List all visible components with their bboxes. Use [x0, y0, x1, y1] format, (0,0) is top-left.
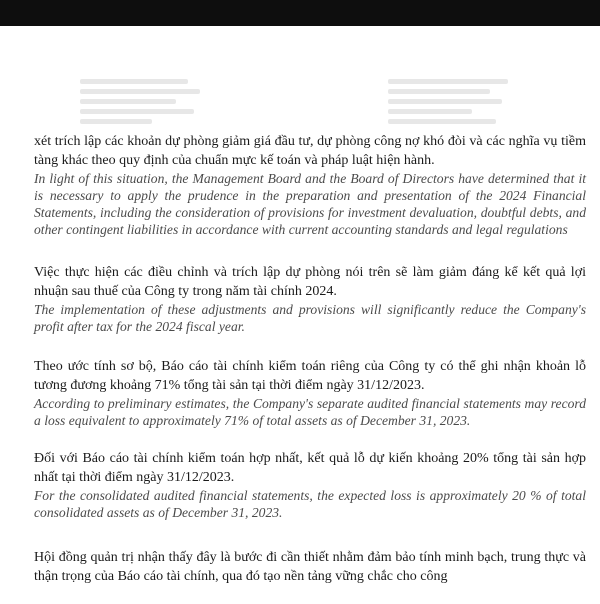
paragraph-vietnamese: Đối với Báo cáo tài chính kiểm toán hợp nhất, kết quả lỗ dự kiến khoảng 20% tổng tài sản hợp nhất tại thời điểm ngày 31/12/2023. [34, 451, 586, 485]
paragraph-consolidated-loss [34, 450, 586, 521]
paragraph-board-statement [34, 549, 586, 586]
paragraph-vietnamese: Theo ước tính sơ bộ, Báo cáo tài chính kiểm toán riêng của Công ty có thể ghi nhận khoản lỗ tương đương khoảng 71% tổng tài sản tại thời điểm ngày 31/12/2023. [34, 359, 586, 393]
top-black-bar [0, 0, 600, 26]
paragraph-profit-impact [34, 264, 586, 335]
paragraph-provisions [34, 133, 586, 238]
paragraph-english: According to preliminary estimates, the Company's separate audited financial statements may record a loss equivalent to approximately 71% of total assets as of December 31, 2023. [34, 396, 586, 428]
paragraph-english: For the consolidated audited financial statements, the expected loss is approximately 20 % of total consolidated assets as of December 31, 2023. [34, 488, 586, 520]
paragraph-vietnamese: Hội đồng quản trị nhận thấy đây là bước đi cần thiết nhằm đảm bảo tính minh bạch, trung thực và thận trọng của Báo cáo tài chính, qua đó tạo nền tảng vững chắc cho công [34, 550, 586, 584]
paragraph-vietnamese: Việc thực hiện các điều chỉnh và trích lập dự phòng nói trên sẽ làm giảm đáng kể kết quả lợi nhuận sau thuế của Công ty trong năm tài chính 2024. [34, 265, 586, 299]
bleed-through-text-right [388, 74, 508, 136]
paragraph-vietnamese: xét trích lập các khoản dự phòng giảm giá đầu tư, dự phòng công nợ khó đòi và các nghĩa vụ tiềm tàng khác theo quy định của chuẩn mực kế toán và pháp luật hiện hành. [34, 134, 586, 168]
paragraph-separate-loss [34, 358, 586, 429]
document-page [34, 133, 586, 604]
bleed-through-text-left [80, 74, 200, 136]
paragraph-english: In light of this situation, the Management Board and the Board of Directors have determined that it is necessary to apply the prudence in the preparation and presentation of the 2024 Financial Statements, including the consideration of provisions for investment devaluation, doubtful debts, and other contingent liabilities in accordance with current accounting standards and legal regulations [34, 171, 586, 237]
paragraph-english: The implementation of these adjustments and provisions will significantly reduce the Company's profit after tax for the 2024 fiscal year. [34, 302, 586, 334]
